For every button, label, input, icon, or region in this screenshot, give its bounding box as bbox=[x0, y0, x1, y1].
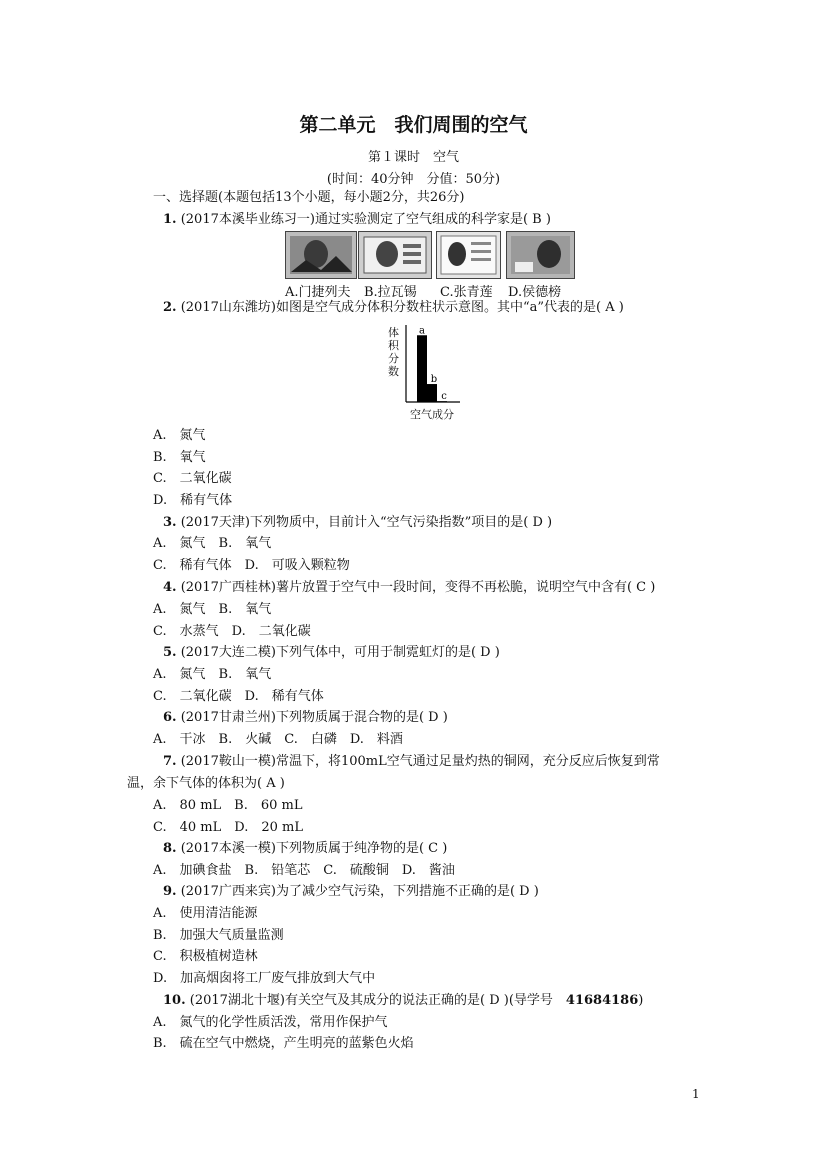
question-text: (2017本溪毕业练习一)通过实验测定了空气组成的科学家是( B ) bbox=[180, 212, 551, 227]
portrait-stamp-icon bbox=[359, 232, 431, 278]
bar-a bbox=[417, 335, 427, 402]
question-text: (2017广西桂林)薯片放置于空气中一段时间，变得不再松脆，说明空气中含有( C ) bbox=[180, 580, 656, 595]
q9-option-a: A. 使用清洁能源 bbox=[153, 906, 258, 921]
question-3 bbox=[163, 515, 552, 531]
question-text: (2017大连二模)下列气体中，可用于制霓虹灯的是( D ) bbox=[180, 645, 500, 660]
lesson-title: 第１课时 空气 bbox=[367, 150, 459, 165]
q5-option-cd: C. 二氧化碳 D. 稀有气体 bbox=[153, 689, 324, 704]
stamp-caption-a: A.门捷列夫 bbox=[285, 285, 351, 300]
q2-option-c: C. 二氧化碳 bbox=[153, 471, 232, 486]
q7-option-cd: C. 40 mL D. 20 mL bbox=[153, 820, 303, 835]
portrait-stamp-icon bbox=[286, 232, 356, 278]
question-number: 9. bbox=[163, 884, 177, 899]
question-7-continued: 温，余下气体的体积为( A ) bbox=[127, 776, 285, 791]
question-number: 4. bbox=[163, 580, 177, 595]
q9-option-d: D. 加高烟囱将工厂废气排放到大气中 bbox=[153, 971, 376, 986]
section-heading: 一、选择题(本题包括13个小题，每小题2分，共26分) bbox=[153, 190, 465, 205]
air-composition-chart bbox=[360, 320, 470, 429]
question-number: 5. bbox=[163, 645, 177, 660]
time-info: (时间：40分钟 分值：50分) bbox=[326, 172, 501, 187]
q2-option-a: A. 氮气 bbox=[153, 428, 206, 443]
stamp-image-a bbox=[285, 231, 357, 279]
q8-options: A. 加碘食盐 B. 铅笔芯 C. 硫酸铜 D. 酱油 bbox=[153, 863, 455, 878]
question-number: 7. bbox=[163, 754, 177, 769]
q3-option-ab: A. 氮气 B. 氧气 bbox=[153, 536, 272, 551]
question-text: (2017湖北十堰)有关空气及其成分的说法正确的是( D )(导学号 bbox=[189, 993, 566, 1008]
stamp-image-d bbox=[506, 231, 575, 279]
unit-title: 第二单元 我们周围的空气 bbox=[299, 114, 528, 136]
q9-option-b: B. 加强大气质量监测 bbox=[153, 928, 284, 943]
portrait-stamp-icon bbox=[437, 232, 500, 278]
question-9 bbox=[163, 884, 539, 900]
y-axis-label: 体积分数 bbox=[388, 326, 399, 378]
q3-option-cd: C. 稀有气体 D. 可吸入颗粒物 bbox=[153, 558, 350, 573]
question-7 bbox=[163, 754, 660, 770]
question-text: (2017山东潍坊)如图是空气成分体积分数柱状示意图。其中“a”代表的是( A ) bbox=[180, 300, 624, 315]
q5-option-ab: A. 氮气 B. 氧气 bbox=[153, 667, 272, 682]
question-5 bbox=[163, 645, 500, 661]
q10-option-b: B. 硫在空气中燃烧，产生明亮的蓝紫色火焰 bbox=[153, 1036, 414, 1051]
bar-label-c: c bbox=[441, 391, 447, 403]
question-2 bbox=[163, 300, 624, 316]
question-4 bbox=[163, 580, 655, 596]
bar-b bbox=[427, 384, 437, 402]
stamp-caption-d: D.侯德榜 bbox=[508, 285, 562, 300]
question-text: (2017甘肃兰州)下列物质属于混合物的是( D ) bbox=[180, 710, 448, 725]
q4-option-cd: C. 水蒸气 D. 二氧化碳 bbox=[153, 624, 311, 639]
question-text: (2017天津)下列物质中，目前计入“空气污染指数”项目的是( D ) bbox=[180, 515, 553, 530]
q7-option-ab: A. 80 mL B. 60 mL bbox=[153, 798, 303, 813]
portrait-stamp-icon bbox=[507, 232, 574, 278]
stamp-caption-b: B.拉瓦锡 bbox=[364, 285, 417, 300]
q4-option-ab: A. 氮气 B. 氧气 bbox=[153, 602, 272, 617]
guide-number: 41684186 bbox=[565, 993, 639, 1008]
q10-option-a: A. 氮气的化学性质活泼，常用作保护气 bbox=[153, 1015, 388, 1030]
question-number: 3. bbox=[163, 515, 177, 530]
stamp-image-b bbox=[358, 231, 432, 279]
question-1 bbox=[163, 212, 551, 228]
q6-options: A. 干冰 B. 火碱 C. 白磷 D. 料酒 bbox=[153, 732, 403, 747]
question-text: (2017鞍山一模)常温下，将100mL空气通过足量灼热的铜网，充分反应后恢复到常 bbox=[180, 754, 660, 769]
bar-label-b: b bbox=[430, 374, 438, 386]
question-text: (2017广西来宾)为了减少空气污染，下列措施不正确的是( D ) bbox=[180, 884, 539, 899]
q9-option-c: C. 积极植树造林 bbox=[153, 949, 258, 964]
question-number: 10. bbox=[163, 993, 186, 1008]
question-8 bbox=[163, 841, 447, 857]
question-number: 8. bbox=[163, 841, 177, 856]
question-number: 6. bbox=[163, 710, 177, 725]
question-text: (2017本溪一模)下列物质属于纯净物的是( C ) bbox=[180, 841, 448, 856]
q2-option-d: D. 稀有气体 bbox=[153, 493, 233, 508]
question-number: 2. bbox=[163, 300, 177, 315]
stamp-image-c bbox=[436, 231, 501, 279]
question-number: 1. bbox=[163, 212, 177, 227]
q2-option-b: B. 氧气 bbox=[153, 450, 206, 465]
bar-label-a: a bbox=[419, 325, 425, 337]
guide-close: ) bbox=[638, 993, 644, 1008]
x-axis-label: 空气成分 bbox=[410, 408, 454, 421]
question-6 bbox=[163, 710, 448, 726]
page-number: 1 bbox=[692, 1087, 700, 1101]
question-10 bbox=[163, 993, 643, 1009]
stamp-caption-c: C.张青莲 bbox=[440, 285, 493, 300]
